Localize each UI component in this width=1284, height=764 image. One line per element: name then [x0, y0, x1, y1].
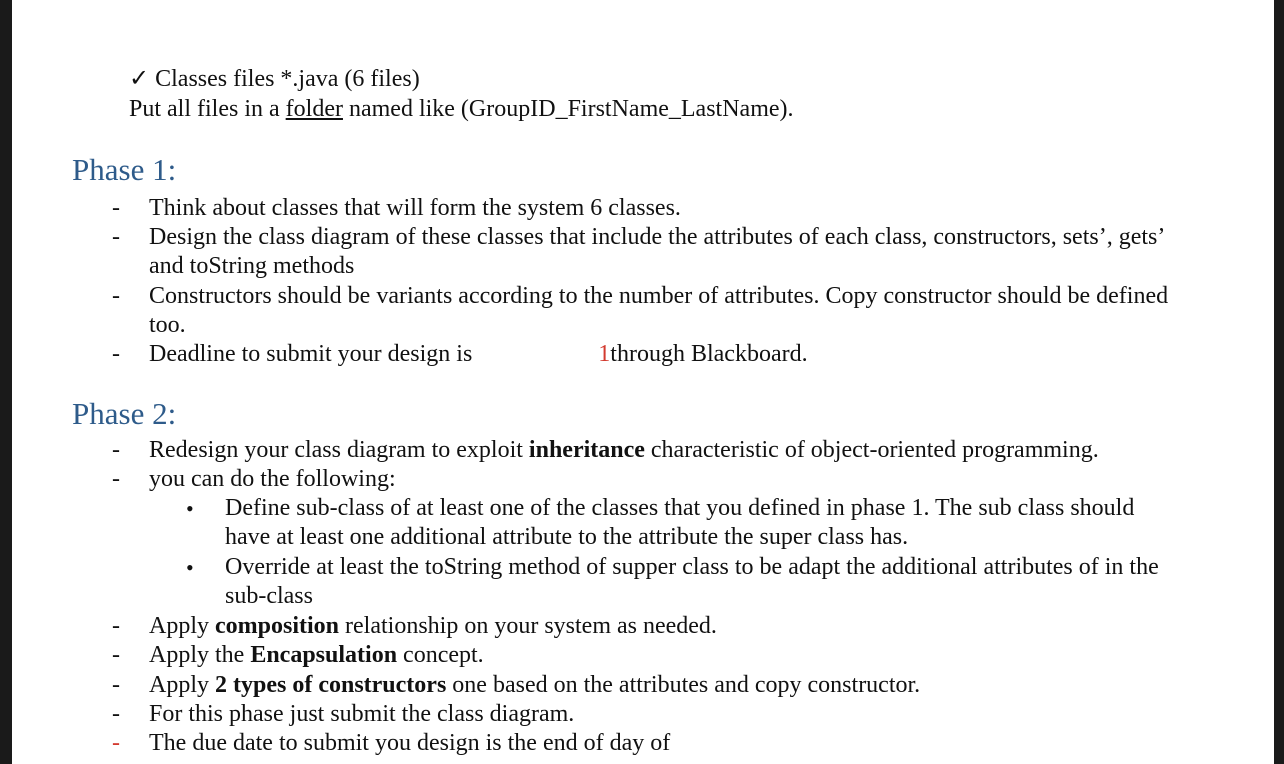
phase1-item-2-line-2: and toString methods [149, 253, 355, 279]
phase2-dash-7: - [112, 730, 120, 756]
phase1-dash-3: - [112, 283, 120, 309]
intro-line-2-pre: Put all files in a [129, 96, 286, 122]
redacted-date [478, 341, 598, 367]
phase2-item-1-post: characteristic of object-oriented programming. [644, 437, 1099, 463]
bullet-icon: • [186, 555, 194, 580]
phase2-item-3-post: relationship on your system as needed. [339, 613, 717, 639]
phase2-dash-4: - [112, 642, 120, 668]
constructors-bold: 2 types of constructors [215, 672, 447, 698]
phase2-item-7: The due date to submit you design is the end of day of [149, 730, 671, 756]
phase2-item-3-pre: Apply [149, 613, 215, 639]
phase2-item-2: you can do the following: [149, 466, 396, 492]
phase2-dash-1: - [112, 437, 120, 463]
composition-bold: composition [215, 613, 340, 639]
phase1-dash-2: - [112, 224, 120, 250]
phase2-dash-6: - [112, 701, 120, 727]
phase1-item-4 [149, 340, 808, 369]
intro-line-1-text: Classes files *.java (6 files) [155, 66, 420, 92]
deadline-post: through Blackboard. [610, 341, 808, 367]
inheritance-bold: inheritance [528, 437, 645, 463]
encapsulation-bold: Encapsulation [250, 642, 398, 668]
intro-line-2 [129, 95, 794, 124]
folder-link: folder [285, 96, 343, 122]
phase2-item-1-pre: Redesign your class diagram to exploit [149, 437, 529, 463]
phase2-item-4-pre: Apply the [149, 642, 251, 668]
phase2-dash-5: - [112, 672, 120, 698]
phase2-sub-2-line-1: Override at least the toString method of supper class to be adapt the additional attributes of in the [225, 554, 1159, 580]
phase1-item-3-line-2: too. [149, 312, 186, 338]
phase1-item-1: Think about classes that will form the system 6 classes. [149, 195, 681, 221]
phase2-dash-2: - [112, 466, 120, 492]
phase1-heading: Phase 1: [72, 152, 177, 187]
phase1-dash-1: - [112, 195, 120, 221]
deadline-mark: 1 [598, 341, 611, 367]
phase2-item-4 [149, 641, 484, 670]
phase2-heading: Phase 2: [72, 396, 177, 431]
check-icon: ✓ [129, 66, 150, 92]
document-page [12, 0, 1274, 764]
phase2-item-5-post: one based on the attributes and copy constructor. [446, 672, 921, 698]
phase2-item-6: For this phase just submit the class diagram. [149, 701, 575, 727]
phase2-item-3 [149, 612, 717, 641]
bullet-icon: • [186, 496, 194, 521]
phase1-item-2-line-1: Design the class diagram of these classes that include the attributes of each class, constructors, sets’, gets’ [149, 224, 1166, 250]
phase2-item-5 [149, 671, 920, 700]
phase2-sub-1-line-1: Define sub-class of at least one of the classes that you defined in phase 1. The sub class should [225, 495, 1135, 521]
phase1-item-3-line-1: Constructors should be variants according to the number of attributes. Copy constructor should be defined [149, 283, 1169, 309]
deadline-pre: Deadline to submit your design is [149, 341, 479, 367]
phase1-dash-4: - [112, 341, 120, 367]
intro-line-1 [129, 65, 420, 94]
phase2-sub-2-line-2: sub-class [225, 583, 313, 609]
phase2-item-1 [149, 436, 1099, 465]
intro-line-2-post: named like (GroupID_FirstName_LastName). [342, 96, 794, 122]
phase2-dash-3: - [112, 613, 120, 639]
phase2-sub-1-line-2: have at least one additional attribute to the attribute the super class has. [225, 524, 909, 550]
phase2-item-4-post: concept. [397, 642, 484, 668]
phase2-item-5-pre: Apply [149, 672, 215, 698]
